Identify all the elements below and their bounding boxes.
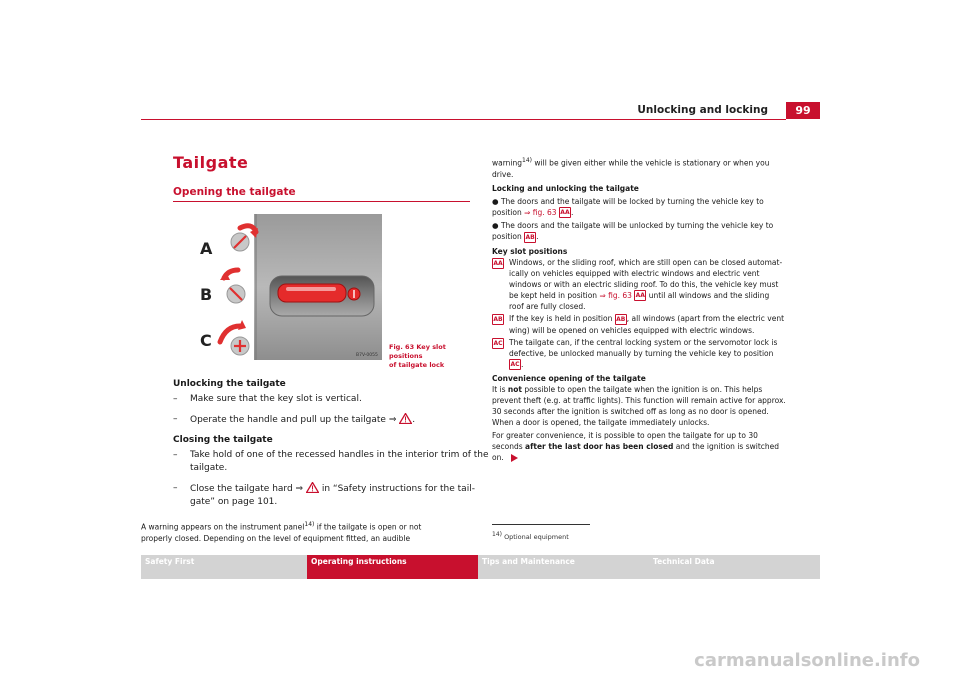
badge-ab: AB xyxy=(616,315,626,323)
badge-aa: AA xyxy=(493,259,503,267)
warning-icon xyxy=(306,482,319,493)
right-column: warning$^{14)}$ will be given either while the vehicle is stationary or when you drive. Locking and unlocking the tailgate ● The doors and the tailgate will be locked by turning the vehicle key to position ⇒ fig. 63 AA. ● The doors and the tailgate will be unlocked by turning the vehicle key to position AB. Key slot positions AA Windows, or the sliding roof, which are still open can be closed automat- ically on vehicles equipped with electric windows and electric vent windows or with an electric sliding roof. To do this, the vehicle key must be kept held in position ⇒ fig. 63 AA until all windows and the sliding roof are fully closed. AB If the key is held in position AB, all windows (apart from the electric vent wing) will be opened on vehicles equipped with electric windows. AC The tailgate can, if the central locking system or the servomotor lock is defective, be unlocked manually by turning the vehicle key to position AC. Convenience opening of the tailgate It is not possible to open the tailgate when the ignition is on. This helps prevent theft (e.g. at traffic lights). This function will remain active for approx. 30 seconds after the ignition is switched off as long as no door is opened. When a door is opened, the tailgate immediately unlocks. For greater convenience, it is possible to open the tailgate for up to 30 seconds after the last door has been closed and the ignition is switched on. xyxy=(492,155,792,463)
bullet-icon: ● xyxy=(492,196,499,206)
figure-key-slot-positions xyxy=(196,214,382,360)
footnote: $^{14)}$ Optional equipment xyxy=(492,531,569,542)
section-title: Tailgate xyxy=(173,153,249,172)
watermark: carmanualsonline.info xyxy=(694,650,920,671)
dash-marker: – xyxy=(173,483,178,493)
running-header: Unlocking and locking xyxy=(637,104,768,116)
dash-marker: – xyxy=(173,394,178,404)
dash-marker: – xyxy=(173,450,178,460)
bullet-icon: ● xyxy=(492,221,499,230)
subsection-title: Opening the tailgate xyxy=(173,186,296,198)
close-heading: Closing the tailgate xyxy=(173,435,273,445)
tab-operating-instructions[interactable]: Operating instructions xyxy=(307,555,478,579)
figure-label-c: C xyxy=(200,331,212,350)
tab-safety-first[interactable]: Safety First xyxy=(141,555,307,579)
figure-caption: Fig. 63 Key slot positions of tailgate lock xyxy=(389,343,446,369)
figure-label-a: A xyxy=(200,239,213,258)
instrument-panel-note: A warning appears on the instrument panel$^{14)}$ if the tailgate is open or not properly closed. Depending on the level of equipment fitted, an audible xyxy=(141,521,422,543)
footnote-rule xyxy=(492,524,590,525)
tab-technical-data[interactable]: Technical Data xyxy=(649,555,820,579)
tailgate-handle xyxy=(278,284,346,302)
badge-ab: AB xyxy=(493,316,503,323)
tab-tips-and-maintenance[interactable]: Tips and Maintenance xyxy=(478,555,649,579)
badge-aa: AA xyxy=(635,292,645,299)
convenience-heading: Convenience opening of the tailgate xyxy=(492,374,646,383)
close-step-2: Close the tailgate hard ⇒ in “Safety instructions for the tail- gate” on page 101. xyxy=(190,484,475,507)
badge-ac: AC xyxy=(510,361,520,368)
badge-ac: AC xyxy=(493,339,503,347)
badge-ab: AB xyxy=(525,233,535,241)
unlock-heading: Unlocking the tailgate xyxy=(173,379,286,389)
keyslot-heading: Key slot positions xyxy=(492,246,568,256)
locking-heading: Locking and unlocking the tailgate xyxy=(492,183,639,193)
unlock-step-1: Make sure that the key slot is vertical. xyxy=(190,394,362,404)
page-number: 99 xyxy=(786,102,820,119)
unlock-step-2: Operate the handle and pull up the tailgate ⇒ . xyxy=(190,415,416,425)
figure-code: B7V-0055 xyxy=(356,353,378,358)
close-step-1: Take hold of one of the recessed handles in the interior trim of the tailgate. xyxy=(190,450,489,473)
continue-arrow-icon xyxy=(510,454,518,462)
header-rule xyxy=(141,119,786,120)
badge-aa: AA xyxy=(560,209,570,216)
fig-ref-link[interactable]: ⇒ fig. 63 xyxy=(599,290,632,300)
figure-label-b: B xyxy=(200,285,213,304)
warning-icon xyxy=(399,413,412,424)
subsection-rule xyxy=(173,201,470,202)
fig-ref-link[interactable]: ⇒ fig. 63 xyxy=(524,207,557,217)
dash-marker: – xyxy=(173,414,178,424)
